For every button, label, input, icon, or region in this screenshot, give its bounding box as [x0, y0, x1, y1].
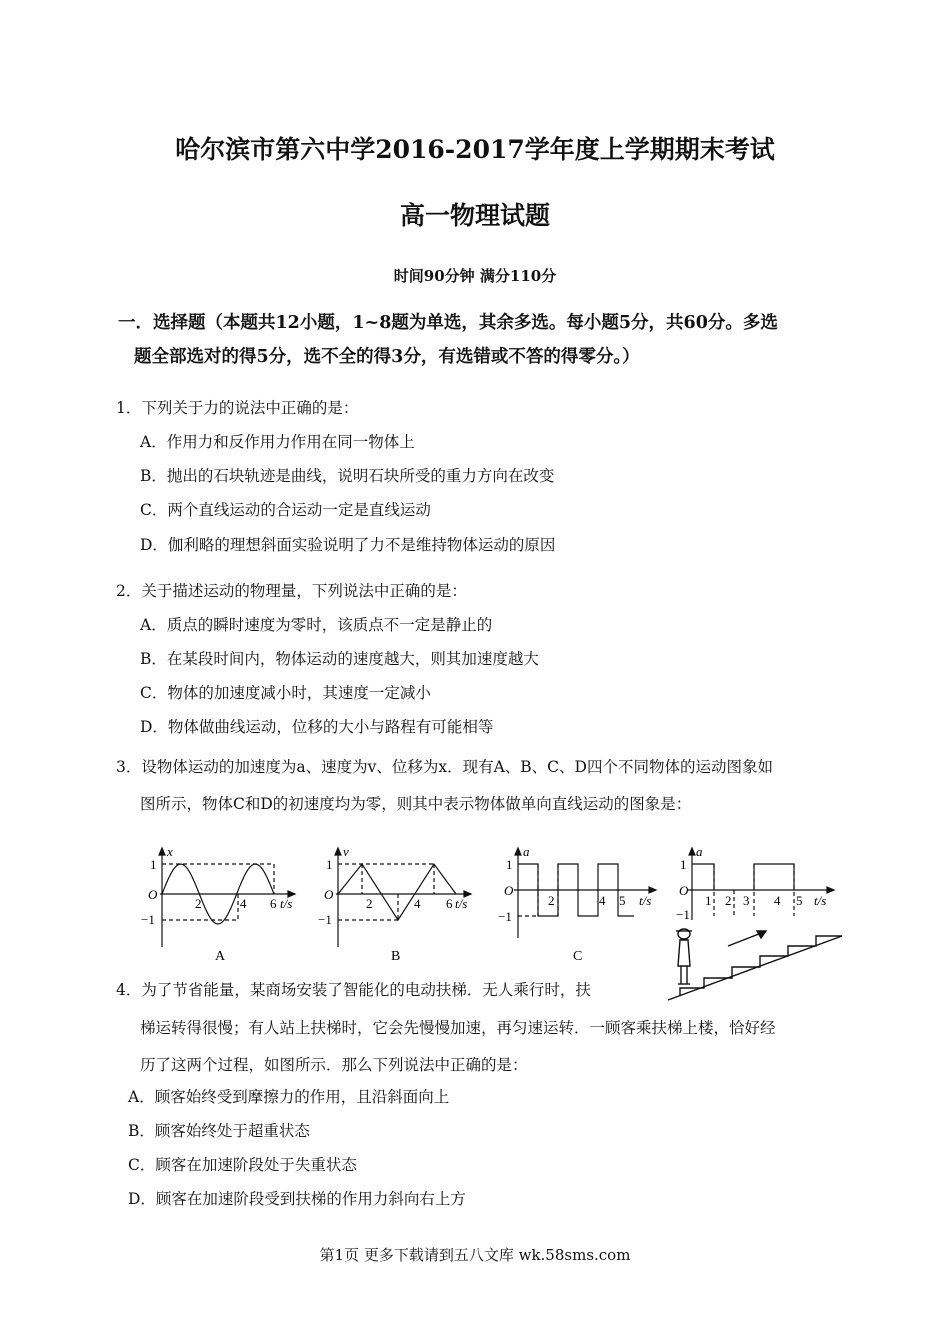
- exam-title: 哈尔滨市第六中学2016-2017学年度上学期期末考试: [175, 135, 775, 164]
- question-1-stem: 1．下列关于力的说法中正确的是：: [116, 399, 359, 417]
- question-3-stem-line1: 3．设物体运动的加速度为a、速度为v、位移为x．现有A、B、C、D四个不同物体的运动图象如: [116, 758, 773, 776]
- graph-a-neg: −1: [141, 912, 155, 927]
- graph-d-curve-2: [754, 864, 794, 890]
- graph-d-curve-1: [692, 864, 714, 890]
- graph-b-curve: [338, 864, 456, 920]
- graph-b: [318, 842, 483, 962]
- graph-b-tick-4: 4: [414, 896, 421, 911]
- graph-d-tick-1: 1: [705, 893, 712, 908]
- graph-b-caption: B: [391, 949, 401, 962]
- question-1-option-a: A．作用力和反作用力作用在同一物体上: [140, 433, 415, 451]
- exam-subtitle: 高一物理试题: [399, 201, 550, 230]
- graph-b-neg: −1: [318, 912, 332, 927]
- person-body-icon: [678, 940, 690, 966]
- question-4-stem-line3: 历了这两个过程，如图所示．那么下列说法中正确的是：: [140, 1056, 528, 1074]
- section-heading-line1: 一．选择题（本题共12小题，1~8题为单选，其余多选。每小题5分，共60分。多选: [118, 313, 778, 333]
- graph-d: [676, 842, 841, 922]
- graph-d-tick-4: 4: [774, 893, 781, 908]
- graph-c-neg: −1: [498, 909, 512, 924]
- graph-b-tick-6: 6: [446, 896, 453, 911]
- graph-b-tick-2: 2: [366, 896, 373, 911]
- motion-arrow-head: [757, 931, 766, 938]
- page-footer: 第1页 更多下载请到五八文库 wk.58sms.com: [319, 1246, 631, 1264]
- question-4-option-a: A．顾客始终受到摩擦力的作用，且沿斜面向上: [128, 1088, 450, 1106]
- graph-b-origin: O: [324, 887, 334, 902]
- graph-a-y-arrow: [159, 848, 165, 855]
- graph-b-one: 1: [326, 857, 333, 872]
- graph-a-origin: O: [148, 887, 158, 902]
- question-2-stem: 2．关于描述运动的物理量，下列说法中正确的是：: [116, 582, 467, 600]
- graph-b-y-arrow: [335, 848, 341, 855]
- graph-d-tick-3: 3: [743, 893, 750, 908]
- graph-d-neg: −1: [676, 907, 690, 922]
- graph-a: [140, 842, 305, 962]
- graph-d-tick-2: 2: [725, 893, 732, 908]
- graph-a-one: 1: [150, 857, 157, 872]
- graph-d-one: 1: [680, 857, 687, 872]
- question-4-option-d: D．顾客在加速阶段受到扶梯的作用力斜向右上方: [128, 1190, 466, 1208]
- question-3-stem-line2: 图所示，物体C和D的初速度均为零，则其中表示物体做单向直线运动的图象是：: [140, 795, 692, 813]
- graph-d-xlabel: t/s: [814, 893, 827, 908]
- escalator-illustration: [660, 922, 850, 1004]
- graph-a-xlabel: t/s: [280, 896, 293, 911]
- graph-a-tick-2: 2: [195, 896, 202, 911]
- graph-c-one: 1: [506, 857, 513, 872]
- graph-a-ylabel: x: [167, 844, 173, 859]
- question-2-option-a: A．质点的瞬时速度为零时，该质点不一定是静止的: [140, 616, 493, 634]
- question-1-option-c: C．两个直线运动的合运动一定是直线运动: [140, 501, 431, 519]
- graph-c-caption: C: [573, 949, 583, 962]
- graph-d-tick-5: 5: [796, 893, 803, 908]
- question-1-option-b: B．抛出的石块轨迹是曲线，说明石块所受的重力方向在改变: [140, 467, 555, 485]
- section-heading-line2: 题全部选对的得5分，选不全的得3分，有选错或不答的得零分。）: [134, 347, 640, 367]
- question-4-option-b: B．顾客始终处于超重状态: [128, 1122, 310, 1140]
- question-2-option-c: C．物体的加速度减小时，其速度一定减小: [140, 684, 431, 702]
- question-4-stem-line1: 4．为了节省能量，某商场安装了智能化的电动扶梯．无人乘行时，扶: [116, 981, 591, 999]
- graph-c-tick-5: 5: [619, 893, 626, 908]
- question-4-option-c: C．顾客在加速阶段处于失重状态: [128, 1156, 357, 1174]
- exam-meta: 时间90分钟 满分110分: [393, 267, 557, 285]
- graph-c-xlabel: t/s: [639, 893, 652, 908]
- graph-a-caption: A: [215, 949, 226, 962]
- graph-b-ylabel: v: [343, 844, 349, 859]
- graph-c-tick-2: 2: [548, 893, 555, 908]
- graph-c-origin: O: [504, 883, 514, 898]
- graph-d-ylabel: a: [696, 844, 703, 859]
- question-1-option-d: D．伽利略的理想斜面实验说明了力不是维持物体运动的原因: [140, 536, 556, 554]
- graph-a-tick-6: 6: [270, 896, 277, 911]
- question-2-option-b: B．在某段时间内，物体运动的速度越大，则其加速度越大: [140, 650, 539, 668]
- graph-c-tick-4: 4: [599, 893, 606, 908]
- graph-c: [498, 842, 663, 962]
- question-2-option-d: D．物体做曲线运动，位移的大小与路程有可能相等: [140, 718, 494, 736]
- graph-b-xlabel: t/s: [455, 896, 468, 911]
- graph-c-ylabel: a: [523, 844, 530, 859]
- graph-a-tick-4: 4: [240, 896, 247, 911]
- graph-d-origin: O: [679, 883, 689, 898]
- question-4-stem-line2: 梯运转得很慢；有人站上扶梯时，它会先慢慢加速，再匀速运转．一顾客乘扶梯上楼，恰好经: [140, 1019, 776, 1037]
